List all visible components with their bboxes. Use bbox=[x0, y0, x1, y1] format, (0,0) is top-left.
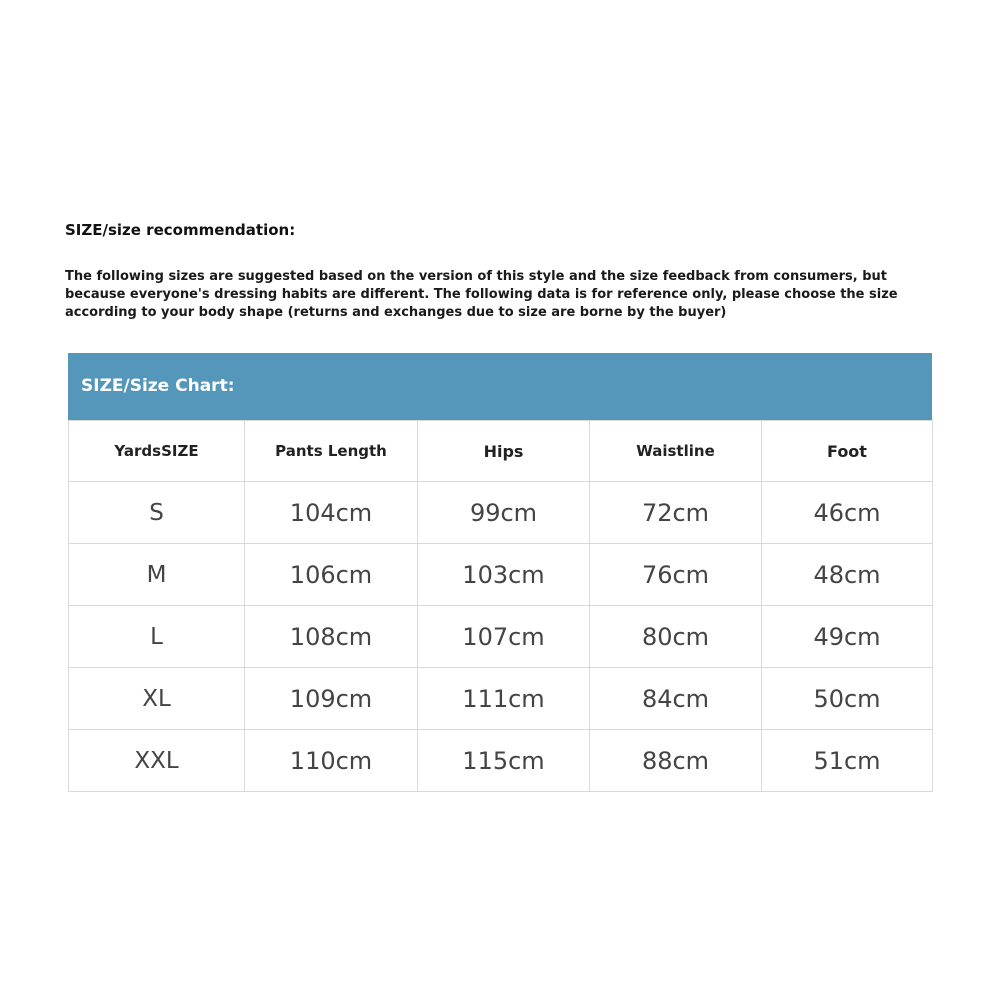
size-table bbox=[68, 420, 933, 792]
size-recommendation-heading: SIZE/size recommendation: bbox=[65, 221, 296, 239]
waistline-cell: 84cm bbox=[590, 668, 762, 730]
column-header-pants-length: Pants Length bbox=[245, 421, 418, 482]
table-row bbox=[69, 482, 933, 544]
column-header-foot: Foot bbox=[762, 421, 933, 482]
foot-cell: 49cm bbox=[762, 606, 933, 668]
size-recommendation-note bbox=[65, 268, 945, 322]
hips-cell: 99cm bbox=[418, 482, 590, 544]
size-cell: XXL bbox=[69, 730, 245, 792]
pants-length-cell: 106cm bbox=[245, 544, 418, 606]
column-header-waistline: Waistline bbox=[590, 421, 762, 482]
column-header-size: YardsSIZE bbox=[69, 421, 245, 482]
table-header-row bbox=[69, 421, 933, 482]
pants-length-cell: 108cm bbox=[245, 606, 418, 668]
foot-cell: 50cm bbox=[762, 668, 933, 730]
waistline-cell: 72cm bbox=[590, 482, 762, 544]
hips-cell: 115cm bbox=[418, 730, 590, 792]
table-row bbox=[69, 730, 933, 792]
size-chart bbox=[68, 353, 932, 793]
column-header-hips: Hips bbox=[418, 421, 590, 482]
size-cell: L bbox=[69, 606, 245, 668]
waistline-cell: 88cm bbox=[590, 730, 762, 792]
pants-length-cell: 109cm bbox=[245, 668, 418, 730]
size-cell: M bbox=[69, 544, 245, 606]
size-chart-title: SIZE/Size Chart: bbox=[68, 353, 932, 420]
pants-length-cell: 110cm bbox=[245, 730, 418, 792]
table-row bbox=[69, 544, 933, 606]
waistline-cell: 76cm bbox=[590, 544, 762, 606]
table-row bbox=[69, 606, 933, 668]
size-cell: S bbox=[69, 482, 245, 544]
hips-cell: 111cm bbox=[418, 668, 590, 730]
waistline-cell: 80cm bbox=[590, 606, 762, 668]
note-line: The following sizes are suggested based on the version of this style and the size feedback from consumers, but bbox=[65, 269, 887, 284]
foot-cell: 51cm bbox=[762, 730, 933, 792]
note-line: according to your body shape (returns and exchanges due to size are borne by the buyer) bbox=[65, 305, 727, 320]
foot-cell: 46cm bbox=[762, 482, 933, 544]
foot-cell: 48cm bbox=[762, 544, 933, 606]
note-line: because everyone's dressing habits are different. The following data is for reference only, please choose the size bbox=[65, 287, 898, 302]
hips-cell: 103cm bbox=[418, 544, 590, 606]
size-cell: XL bbox=[69, 668, 245, 730]
hips-cell: 107cm bbox=[418, 606, 590, 668]
pants-length-cell: 104cm bbox=[245, 482, 418, 544]
table-row bbox=[69, 668, 933, 730]
